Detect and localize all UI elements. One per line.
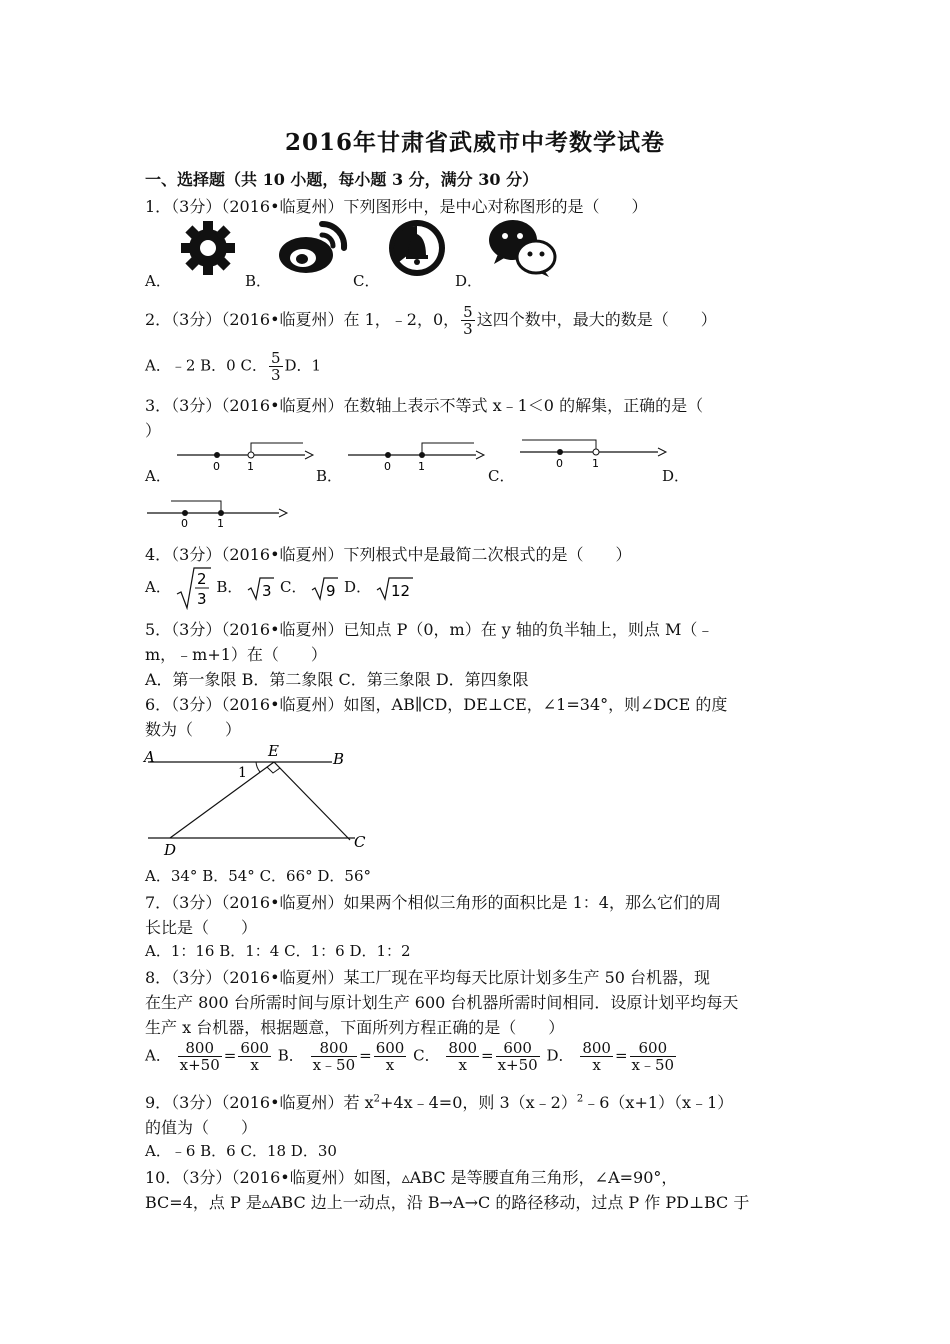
fraction bbox=[311, 1040, 358, 1073]
q1-option-a-label: A． bbox=[145, 272, 171, 290]
question-4-stem: 4．（3分）（2016•临夏州）下列根式中是最简二次根式的是（ ） bbox=[145, 545, 632, 564]
radicand: 3 bbox=[262, 582, 272, 600]
equals-sign: = bbox=[359, 1046, 372, 1065]
fraction bbox=[446, 1040, 479, 1073]
q9-stem-text: 9．（3分）（2016•临夏州）若 x bbox=[145, 1093, 374, 1112]
q2-stem-text-2: 这四个数中，最大的数是（ ） bbox=[476, 310, 717, 329]
frac-denominator: x+50 bbox=[179, 1056, 220, 1074]
exponent: 2 bbox=[576, 1093, 584, 1105]
question-5-stem-line-2: m，﹣m+1）在（ ） bbox=[145, 645, 327, 664]
q1-option-d-label: D． bbox=[455, 272, 483, 290]
sqrt-two-thirds bbox=[176, 566, 212, 610]
question-10-stem-line-2: BC=4，点 P 是▵ABC 边上一动点，沿 B→A→C 的路径移动，过点 P 作 PD⊥BC 于 bbox=[145, 1193, 750, 1212]
number-line-d bbox=[145, 493, 290, 529]
question-4-options bbox=[145, 566, 414, 610]
radicand-numerator: 2 bbox=[196, 570, 207, 588]
question-2-options bbox=[145, 350, 321, 383]
equals-sign: = bbox=[223, 1046, 237, 1065]
bell-icon bbox=[386, 218, 448, 278]
question-6-stem-line-1: 6．（3分）（2016•临夏州）如图，AB∥CD，DE⊥CE，∠1=34°，则∠DCE 的度 bbox=[145, 695, 728, 714]
frac-numerator: 600 bbox=[630, 1040, 677, 1057]
tick-1: 1 bbox=[418, 460, 425, 473]
frac-denominator: x bbox=[250, 1056, 259, 1074]
question-2-stem bbox=[145, 304, 717, 337]
q2-options-text: A．﹣2 B．0 C． bbox=[145, 356, 267, 375]
equals-sign: = bbox=[481, 1046, 494, 1065]
question-8-stem-line-3: 生产 x 台机器，根据题意，下面所列方程正确的是（ ） bbox=[145, 1018, 565, 1037]
question-3-stem-line-1: 3．（3分）（2016•临夏州）在数轴上表示不等式 x﹣1＜0 的解集，正确的是（ bbox=[145, 396, 704, 415]
radicand: 9 bbox=[326, 582, 336, 600]
frac-numerator: 600 bbox=[496, 1040, 540, 1057]
question-9-stem-line-1 bbox=[145, 1090, 733, 1113]
question-8-stem-line-2: 在生产 800 台所需时间与原计划生产 600 台机器所需时间相同．设原计划平均每天 bbox=[145, 993, 739, 1012]
label-E: E bbox=[268, 742, 279, 760]
exponent: 2 bbox=[373, 1093, 381, 1105]
q3-option-d-label: D． bbox=[662, 467, 690, 485]
question-3-stem-line-2: ） bbox=[145, 421, 162, 440]
sqrt-twelve bbox=[376, 575, 414, 601]
question-6-stem-line-2: 数为（ ） bbox=[145, 720, 242, 739]
frac-numerator: 5 bbox=[270, 349, 281, 367]
fraction-five-thirds bbox=[461, 304, 475, 337]
q8-option-b-label: B． bbox=[277, 1046, 304, 1065]
fraction bbox=[374, 1040, 407, 1073]
gear-icon bbox=[178, 218, 238, 278]
question-8-options bbox=[145, 1040, 678, 1073]
q4-option-b-label: B． bbox=[216, 578, 243, 596]
fraction bbox=[630, 1040, 677, 1073]
frac-denominator: x﹣50 bbox=[312, 1056, 356, 1074]
tick-0: 0 bbox=[181, 517, 188, 529]
frac-numerator: 800 bbox=[582, 1039, 611, 1057]
question-5-stem-line-1: 5．（3分）（2016•临夏州）已知点 P（0，m）在 y 轴的负半轴上，则点 M（﹣ bbox=[145, 620, 714, 639]
tick-0: 0 bbox=[384, 460, 391, 473]
radicand-denominator: 3 bbox=[196, 590, 207, 608]
frac-numerator: 800 bbox=[178, 1040, 222, 1057]
fraction bbox=[178, 1040, 222, 1073]
question-9-stem-line-2: 的值为（ ） bbox=[145, 1118, 258, 1137]
question-7-stem-line-1: 7．（3分）（2016•临夏州）如果两个相似三角形的面积比是 1：4，那么它们的周 bbox=[145, 893, 721, 912]
number-line-b bbox=[346, 438, 486, 474]
number-line-a bbox=[175, 438, 315, 474]
label-angle-1: 1 bbox=[238, 765, 247, 781]
frac-denominator: 3 bbox=[270, 366, 281, 384]
fraction bbox=[238, 1040, 271, 1073]
fraction bbox=[496, 1040, 540, 1073]
q9-stem-text-2: +4x﹣4=0，则 3（x﹣2） bbox=[380, 1093, 577, 1112]
tick-0: 0 bbox=[556, 457, 563, 470]
label-C: C bbox=[354, 833, 366, 851]
q3-option-c-label: C． bbox=[488, 467, 515, 485]
tick-1: 1 bbox=[247, 460, 254, 473]
parallel-lines-diagram bbox=[140, 740, 380, 860]
q4-option-a-label: A． bbox=[145, 578, 171, 596]
wechat-icon bbox=[486, 216, 558, 278]
q8-option-d-label: D． bbox=[546, 1046, 574, 1065]
frac-numerator: 800 bbox=[448, 1039, 478, 1057]
radicand: 12 bbox=[390, 582, 410, 600]
question-7-options: A．1：16 B．1：4 C．1：6 D．1：2 bbox=[145, 942, 411, 960]
q1-option-c-label: C． bbox=[353, 272, 380, 290]
frac-denominator: x bbox=[385, 1056, 395, 1074]
question-6-options: A．34° B．54° C．66° D．56° bbox=[145, 867, 372, 885]
frac-denominator: x bbox=[592, 1056, 601, 1074]
question-5-options: A．第一象限 B．第二象限 C．第三象限 D．第四象限 bbox=[145, 670, 529, 689]
sqrt-nine bbox=[311, 575, 339, 601]
sqrt-three bbox=[247, 575, 275, 601]
fraction-five-thirds-option bbox=[269, 350, 283, 383]
question-1-stem: 1．（3分）（2016•临夏州）下列图形中，是中心对称图形的是（ ） bbox=[145, 197, 648, 216]
weibo-icon bbox=[276, 218, 348, 276]
frac-numerator: 600 bbox=[240, 1039, 269, 1057]
question-7-stem-line-2: 长比是（ ） bbox=[145, 918, 258, 937]
tick-1: 1 bbox=[217, 517, 224, 529]
question-8-stem-line-1: 8．（3分）（2016•临夏州）某工厂现在平均每天比原计划多生产 50 台机器，现 bbox=[145, 968, 711, 987]
frac-numerator: 5 bbox=[463, 303, 473, 321]
q8-option-a-label: A． bbox=[145, 1046, 171, 1065]
question-9-options: A．﹣6 B．6 C．18 D．30 bbox=[145, 1142, 337, 1160]
q9-stem-text-3: ﹣6（x+1）（x﹣1） bbox=[583, 1093, 734, 1112]
frac-denominator: x+50 bbox=[497, 1056, 538, 1074]
q1-option-b-label: B． bbox=[245, 272, 272, 290]
frac-denominator: 3 bbox=[463, 320, 473, 338]
frac-numerator: 800 bbox=[311, 1040, 358, 1057]
q2-options-text-2: D．1 bbox=[284, 356, 322, 375]
q3-option-a-label: A． bbox=[145, 467, 171, 485]
q2-stem-text: 2．（3分）（2016•临夏州）在 1，﹣2，0， bbox=[145, 310, 460, 329]
frac-numerator: 600 bbox=[375, 1039, 405, 1057]
tick-0: 0 bbox=[213, 460, 220, 473]
question-10-stem-line-1: 10．（3分）（2016•临夏州）如图，▵ABC 是等腰直角三角形，∠A=90°， bbox=[145, 1168, 678, 1187]
tick-1: 1 bbox=[592, 457, 599, 470]
frac-denominator: x﹣50 bbox=[631, 1056, 675, 1074]
q4-option-d-label: D． bbox=[344, 578, 372, 596]
section-heading: 一、选择题（共 10 小题，每小题 3 分，满分 30 分） bbox=[145, 170, 539, 189]
frac-denominator: x bbox=[458, 1056, 467, 1074]
q8-option-c-label: C． bbox=[413, 1046, 440, 1065]
fraction bbox=[580, 1040, 613, 1073]
label-A: A bbox=[144, 748, 155, 766]
equals-sign: = bbox=[614, 1046, 628, 1065]
q4-option-c-label: C． bbox=[280, 578, 307, 596]
label-D: D bbox=[164, 841, 177, 859]
label-B: B bbox=[333, 750, 345, 768]
page-title: 2016年甘肃省武威市中考数学试卷 bbox=[284, 129, 665, 156]
q3-option-b-label: B． bbox=[316, 467, 343, 485]
number-line-c bbox=[518, 435, 668, 471]
